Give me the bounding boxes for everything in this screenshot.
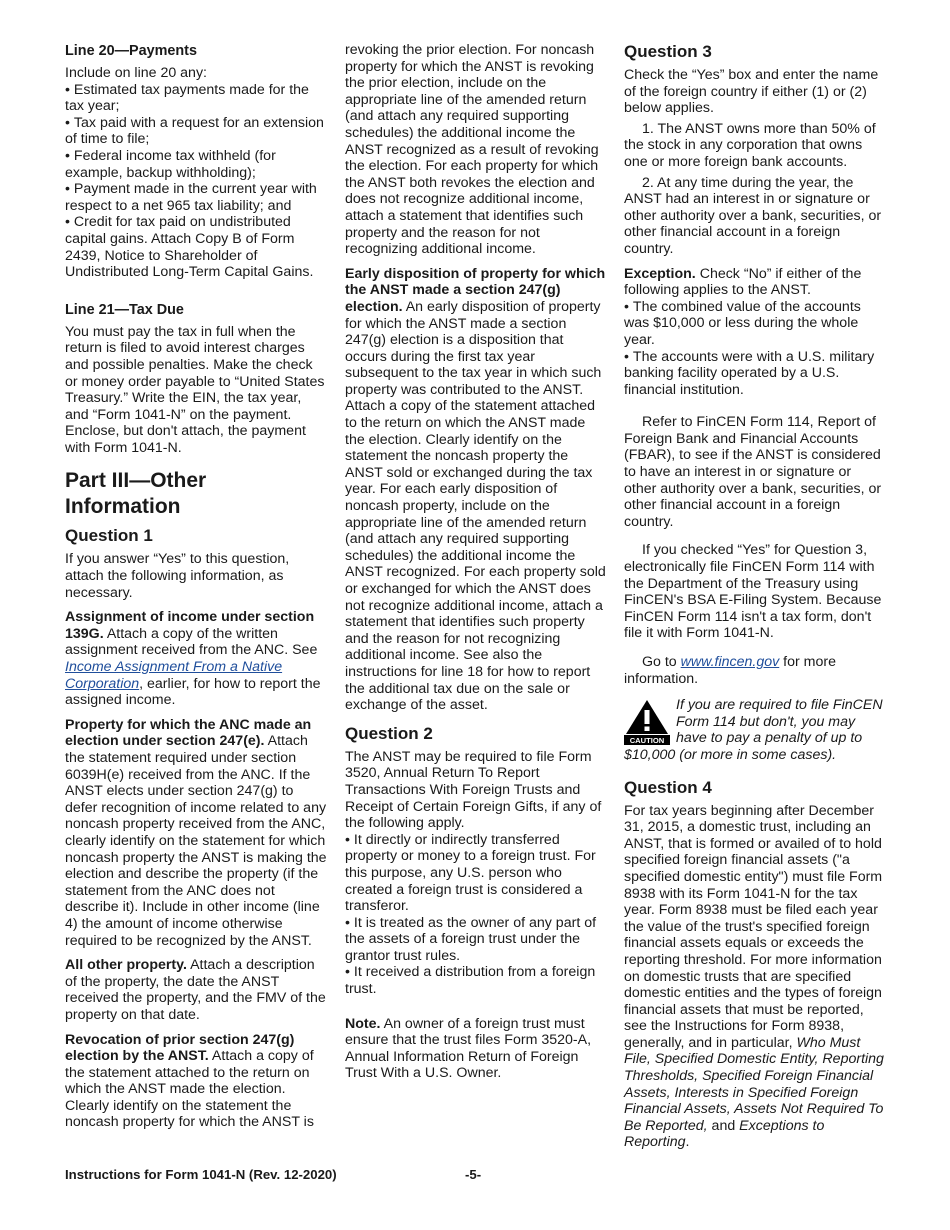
line20-bullet: • Credit for tax paid on undistributed capital gains. Attach Copy B of Form 2439, Notice to Shareholder of Undistributed Long-Term Capital Gains. bbox=[65, 214, 327, 280]
line20-bullet: • Federal income tax withheld (for example, backup withholding); bbox=[65, 148, 327, 181]
revocation-continued: revoking the prior election. For noncash property for which the ANST is revoking the prior election, include on the appropriate line of the amended return (and attach any required supporting schedules) the additional income the ANST recognized as a result of revoking the election. For each property for which the ANST both revokes the election and does not recognize additional income, attach a statement that identifies such property and the reason for not recognizing additional income. bbox=[345, 42, 599, 258]
question4-text: For tax years beginning after December 31, 2015, a domestic trust, including an ANST, that is formed or availed of to hold specified foreign financial assets ("a specified domestic entity") must file Form 8938 with its Form 1041-N for the tax year. Form 8938 must be filed each year the value of the trust's specified foreign financial assets equals or exceeds the reporting threshold. For more information on domestic trusts that are specified domestic entities and the types of foreign financial assets that must be reported, see the Instructions for Form 8938, generally, and in particular, bbox=[624, 802, 883, 1051]
early-disposition-bold: Early disposition of property for which the ANST made a section 247(g) election. bbox=[345, 265, 606, 315]
question2-bullet: • It is treated as the owner of any part of the assets of a foreign trust under the grantor trust rules. bbox=[345, 915, 607, 965]
other-property-paragraph bbox=[65, 957, 327, 1023]
early-disposition-text: An early disposition of property for which the ANST made a section 247(g) election is a disposition that occurs during the first tax year subsequent to the tax year in which such property was contributed to the ANST. Attach a copy of the statement attached to the return on which the ANST made the election. Clearly identify on the statement the noncash property the ANST sold or exchanged during the tax year. For each early disposition of noncash property, include on the appropriate line of the amended return (and attach any required supporting schedules) the additional income the ANST recognized. For each property sold or exchanged for which the ANST does not recognize additional income, attach a statement that identifies such property and the reason for not recognizing additional income. See also the instructions for line 18 for how to report the additional tax due on the sale or exchange of the asset. bbox=[345, 298, 606, 714]
question3-intro: Check the “Yes” box and enter the name of the foreign country if either (1) or (2) below applies. bbox=[624, 67, 879, 117]
assignment-text: Attach a copy of the written assignment received from the ANC. See bbox=[65, 625, 318, 659]
property-247e-bold: Property for which the ANC made an election under section 247(e). bbox=[65, 716, 312, 750]
early-disposition-paragraph bbox=[345, 266, 607, 714]
question4-paragraph bbox=[624, 803, 886, 1151]
refer-paragraph: Refer to FinCEN Form 114, Report of Foreign Bank and Financial Accounts (FBAR), to see if the ANST is considered to have an interest in or signature or other authority over a bank, securities, or other financial account in a foreign country. bbox=[624, 414, 882, 530]
exception-text: Check “No” if either of the following applies to the ANST. bbox=[624, 265, 862, 299]
part3-heading: Part III—Other Information bbox=[65, 469, 207, 519]
page-footer bbox=[65, 1167, 485, 1184]
line21-text: You must pay the tax in full when the return is filed to avoid interest charges and possible penalties. Make the check or money order payable to “United States Treasury.” Write the EIN, the tax year, and “Form 1041-N” on the payment. Enclose, but don't attach, the payment with Form 1041-N. bbox=[65, 323, 325, 456]
checked-paragraph: If you checked “Yes” for Question 3, electronically file FinCEN Form 114 with the Department of the Treasury using FinCEN's BSA E-Filing System. Because FinCEN Form 114 isn't a tax form, don't file it with Form 1041-N. bbox=[624, 542, 882, 642]
other-property-bold: All other property. bbox=[65, 957, 187, 974]
line20-intro: Include on line 20 any: bbox=[65, 65, 207, 81]
note-bold: Note. bbox=[345, 1015, 381, 1032]
column-1 bbox=[65, 42, 327, 1139]
exception-bold: Exception. bbox=[624, 265, 696, 282]
exception-paragraph bbox=[624, 266, 886, 299]
fincen-link[interactable]: www.fincen.gov bbox=[680, 654, 780, 670]
question3-item-1: 1. The ANST owns more than 50% of the stock in any corporation that owns one or more foreign bank accounts. bbox=[624, 120, 876, 170]
income-assignment-link[interactable]: Income Assignment From a Native Corporation bbox=[65, 659, 283, 692]
question2-intro: The ANST may be required to file Form 3520, Annual Return To Report Transactions With Foreign Trusts and Receipt of Certain Foreign Gifts, if any of the following apply. bbox=[345, 748, 602, 832]
caution-icon bbox=[624, 699, 670, 745]
assignment-text-end: , earlier, for how to report the assigned income. bbox=[65, 675, 321, 709]
note-text: An owner of a foreign trust must ensure that the trust files Form 3520-A, Annual Information Return of Foreign Trust With a U.S. Owner. bbox=[345, 1015, 592, 1082]
caution-text: If you are required to file FinCEN Form 114 but don't, you may have to pay a penalty of up to $10,000 (or more in some cases). bbox=[624, 697, 883, 763]
question1-intro: If you answer “Yes” to this question, attach the following information, as necessary. bbox=[65, 551, 290, 601]
other-property-text: Attach a description of the property, the date the ANST received the property, and the FMV of the property on that date. bbox=[65, 957, 326, 1023]
revocation-bold: Revocation of prior section 247(g) election by the ANST. bbox=[65, 1031, 295, 1065]
column-3 bbox=[624, 42, 886, 1159]
revocation-paragraph bbox=[65, 1032, 327, 1132]
revocation-text: Attach a copy of the statement attached to the return on which the ANST made the election. Clearly identify on the statement the noncash property for which the ANST is bbox=[65, 1048, 314, 1131]
page-number: -5- bbox=[465, 1167, 482, 1182]
question3-item-2: 2. At any time during the year, the ANST had an interest in or signature or other authority over a bank, securities, or other financial account in a foreign country. bbox=[624, 174, 882, 257]
question2-heading: Question 2 bbox=[345, 723, 433, 743]
goto-text: Go to bbox=[642, 654, 681, 670]
caution-label: CAUTION bbox=[629, 736, 665, 746]
line20-bullet: • Estimated tax payments made for the tax year; bbox=[65, 82, 327, 115]
goto-text-end: for more information. bbox=[624, 654, 836, 687]
question4-and: and bbox=[707, 1117, 740, 1134]
property-247e-paragraph bbox=[65, 717, 327, 949]
line20-bullet: • Payment made in the current year with respect to a net 965 tax liability; and bbox=[65, 181, 327, 214]
assignment-paragraph bbox=[65, 609, 327, 709]
footer-title: Instructions for Form 1041-N (Rev. 12-2020) bbox=[65, 1167, 337, 1182]
line20-heading: Line 20—Payments bbox=[65, 43, 197, 59]
note-paragraph bbox=[345, 1016, 607, 1082]
property-247e-text: Attach the statement required under section 6039H(e) received from the ANC. If the ANST elects under section 247(g) to defer recognition of income related to any noncash property received from the ANC, clearly identify on the statement for which noncash property the ANST is making the election and describe the property (if the statement from the ANC does not describe it). Include in other income (line 4) the amount of income otherwise required to be recognized by the ANST. bbox=[65, 733, 327, 949]
question2-bullet: • It received a distribution from a foreign trust. bbox=[345, 964, 607, 997]
exception-bullet: • The accounts were with a U.S. military banking facility operated by a U.S. financial institution. bbox=[624, 349, 886, 399]
line21-heading: Line 21—Tax Due bbox=[65, 301, 184, 318]
exception-bullet: • The combined value of the accounts was $10,000 or less during the whole year. bbox=[624, 299, 886, 349]
question1-heading: Question 1 bbox=[65, 526, 153, 546]
question4-italic-2: Exceptions to Reporting bbox=[624, 1117, 825, 1151]
line20-bullet: • Tax paid with a request for an extension of time to file; bbox=[65, 115, 327, 148]
question2-bullet: • It directly or indirectly transferred property or money to a foreign trust. For this purpose, any U.S. person who created a foreign trust is considered a transferor. bbox=[345, 832, 607, 915]
caution-box bbox=[624, 697, 886, 763]
question4-end: . bbox=[685, 1134, 690, 1151]
goto-paragraph bbox=[624, 654, 886, 687]
question4-italic-1: Who Must File, Specified Domestic Entity, Reporting Thresholds, Specified Foreign Financial Assets, Interests in Specified Foreign Financial Assets, Assets Not Required To Be Reported, bbox=[624, 1034, 884, 1134]
assignment-bold: Assignment of income under section 139G. bbox=[65, 609, 315, 642]
question4-heading: Question 4 bbox=[624, 777, 712, 797]
column-2 bbox=[345, 42, 607, 1090]
question3-heading: Question 3 bbox=[624, 42, 712, 61]
